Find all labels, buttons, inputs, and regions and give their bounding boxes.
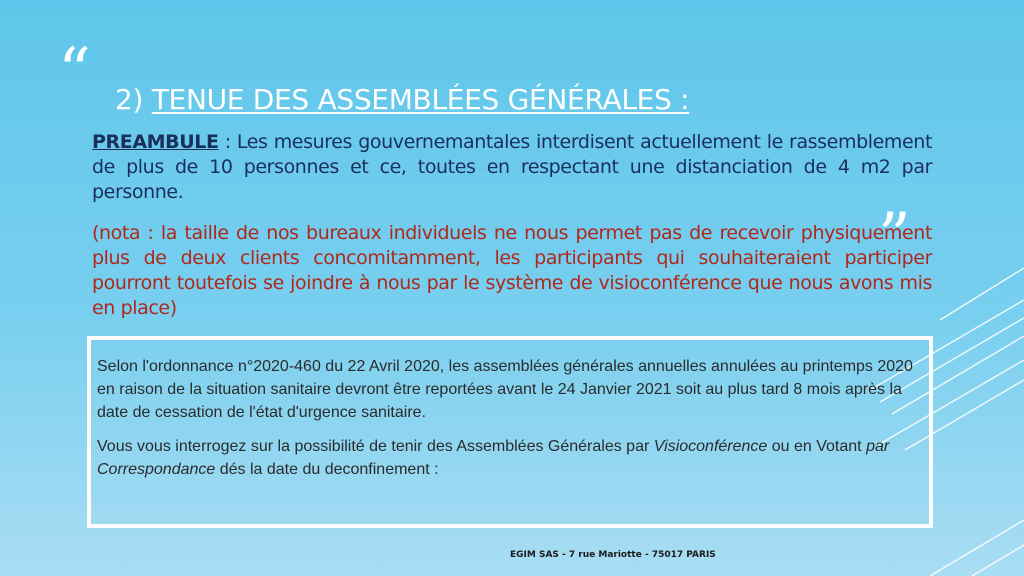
- footer-address: EGIM SAS - 7 rue Mariotte - 75017 PARIS: [510, 550, 716, 560]
- box-para2-part2: ou en Votant: [767, 438, 867, 455]
- correspondance-emphasis: par Correspondance: [97, 438, 890, 478]
- box-paragraph-ordonnance: Selon l'ordonnance n°2020-460 du 22 Avril 2020, les assemblées générales annuelles annulées au printemps 2020 en raison de la situation sanitaire devront être reportées avant le 24 Janvier 2021 soit au plus tard 8 mois après la date de cessation de l'état d'urgence sanitaire.: [97, 358, 913, 421]
- preamble-label: PREAMBULE: [92, 131, 219, 153]
- title-text: TENUE DES ASSEMBLÉES GÉNÉRALES :: [151, 83, 690, 116]
- box-para2-part3: dés la date du deconfinement :: [215, 461, 439, 478]
- note-paragraph: (nota : la taille de nos bureaux individuels ne nous permet pas de recevoir physiquement plus de deux clients concomitamment, les participants qui souhaiteraient participer pourront toutefois se joindre à nous par le système de visioconférence que nous avons mis en place): [92, 222, 932, 319]
- box-para2-part1: Vous vous interrogez sur la possibilité de tenir des Assemblées Générales par: [97, 438, 654, 455]
- title-prefix: 2): [115, 83, 152, 116]
- box-paragraph-question: [97, 435, 917, 481]
- visioconference-emphasis: Visioconférence: [653, 438, 768, 455]
- close-quote-mark: ”: [878, 200, 911, 274]
- open-quote-mark: “: [58, 35, 91, 109]
- slide-title: [115, 83, 689, 116]
- preamble-paragraph: [92, 130, 932, 205]
- preamble-text: : Les mesures gouvernemantales interdisent actuellement le rassemblement de plus de 10 personnes et ce, toutes en respectant une distanciation de 4 m2 par personne.: [92, 131, 932, 203]
